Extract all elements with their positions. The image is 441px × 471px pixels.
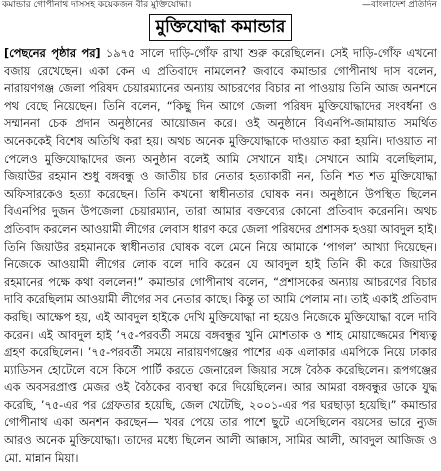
photo-caption-strip (0, 0, 441, 10)
article-paragraph (4, 45, 437, 467)
article-text: ১৯৭৫ সালে দাড়ি-গোঁফ রাখা শুরু করেছিলেন। সেই দাড়ি-গোঁফ এখনো বজায় রেখেছেন। একা কেন এ প্রতিবাদে নামলেন? জবাবে কমান্ডার গোপীনাথ দাস বলেন, নারায়ণগঞ্জ জেলা পরিষদ চেয়ারম্যানের অন্যায় আচরণের বিচার না পাওয়ায় তিনি আজ অনশনে পথ বেছে নিয়েছেন। তিনি বলেন, “কিছু দিন আগে জেলা পরিষদ মুক্তিযোদ্ধাদের সংবর্ধনা ও সম্মাননা চেক প্রদান অনুষ্ঠানের আয়োজন করে। ওই অনুষ্ঠানে বিএনপি-জামায়াত সমর্থিত অনেককেই বিশেষ অতিথি করা হয়। অথচ অনেক মুক্তিযোদ্ধাকে দাওয়াত করা হয়নি। দাওয়াত না পেলেও মুক্তিযোদ্ধাদের জন্য অনুষ্ঠান বলেই আমি সেখানে যাই। সেখানে আমি বলেছিলাম, জিয়াউর রহমান শুধু বঙ্গবন্ধু ও জাতীয় চার নেতার হত্যাকারী নন, তিনি শত শত মুক্তিযোদ্ধা অফিসারকেও হত্যা করেছেন। তিনি কখনো স্বাধীনতার ঘোষক নন। অনুষ্ঠানে উপস্থিত ছিলেন বিএনপির দুজন উপজেলা চেয়ারম্যান, তারা আমার বক্তব্যের কোনো প্রতিবাদ করেননি। অথচ প্রতিবাদ করলেন আওয়ামী লীগের লেবাস ধারণ করে জেলা পরিষদের প্রশাসক হওয়া আবদুল হাই। তিনি জিয়াউর রহমানকে স্বাধীনতার ঘোষক বলে মেনে নিয়ে আমাকে ‘পাগল’ আখ্যা দিয়েছেন। নিজেকে আওয়ামী লীগের লোক বলে দাবি করেন যে আবদুল হাই তিনি কী করে জিয়াউর রহমানের পক্ষে কথা বললেন!” কমান্ডার গোপীনাথ বলেন, “প্রশাসকের অন্যায় আচরণের বিচার দাবি করেছিলাম আওয়ামী লীগের সব নেতার কাছে। কিন্তু তা আমি পেলাম না। তাই একাই প্রতিবাদ করছি। আক্ষেপ হয়, এই আবদুল হাইকে দেখি মুক্তিযোদ্ধা না হয়েও নিজেকে মুক্তিযোদ্ধা বলে দাবি করেন। এই আবদুল হাই ’৭৫-পরবর্তী সময়ে বঙ্গবন্ধুর খুনি মোশতাক ও শাহ মোয়াজ্জেমের শিষ্যত্ব গ্রহণ করেছিলেন। ’৭৫-পরবর্তী সময়ে নারায়ণগঞ্জের পাশের এক এলাকার এমপিকে নিয়ে ঢাকার ম্যাডিসন হোটেলে বসে কিসে পার্টি করতে জেনারেল জিয়ার সঙ্গে বৈঠক করেছিলেন। রূপগঞ্জের এক অবসরপ্রাপ্ত মেজর ওই বৈঠকের ব্যবস্থা করে দিয়েছিলেন। আর আমরা বঙ্গবন্ধুর ডাকে যুদ্ধ করেছি, ’৭৫-এর পর গ্রেফতার হয়েছি, জেল খেটেছি, ২০০১-এর পর ঘরছাড়া হয়েছি।” কমান্ডার গোপীনাথ একা অনশন করছেন— খবর পেয়ে তার পাশে ছুটে এসেছিলেন বয়সের ভারে ন্যুজ আরও অনেক মুক্তিযোদ্ধা। তাদের মধ্যে ছিলেন আলী আক্কাস, সামির আলী, আবদুল আজিজ ও মো. মান্নান মিয়া। (4, 47, 437, 465)
article-body (4, 45, 437, 469)
photo-caption: কমান্ডার গোপীনাথ দাসসহ কয়েকজন বীর মুক্তিযোদ্ধা। (2, 0, 192, 10)
headline-container (0, 14, 441, 44)
article-headline: মুক্তিযোদ্ধা কমান্ডার (149, 14, 293, 41)
photo-credit: —বাংলাদেশ প্রতিদিন (361, 0, 437, 10)
continuation-tag: [পেছনের পৃষ্ঠার পর] (4, 47, 101, 60)
